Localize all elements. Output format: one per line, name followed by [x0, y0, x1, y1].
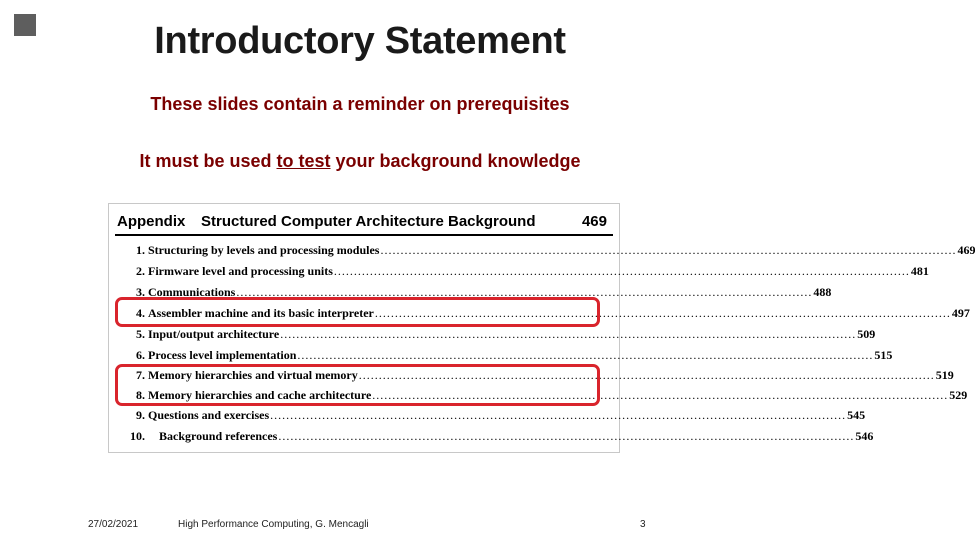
toc-item: 4. Assembler machine and its basic interpreter ................................................................................................................................................ 497: [109, 303, 619, 323]
toc-item-page: 469: [957, 243, 975, 257]
toc-item: 3. Communications ................................................................................................................................................ 488: [109, 282, 619, 302]
toc-item: 2. Firmware level and processing units ................................................................................................................................................ 481: [109, 261, 619, 281]
toc-item-label: Firmware level and processing units: [148, 264, 333, 278]
toc-item-page: 515: [874, 348, 893, 362]
toc-rule: [115, 234, 613, 236]
toc-item-label: Background references: [159, 429, 278, 443]
toc-item-label: Communications: [148, 285, 236, 299]
toc-item: 1. Structuring by levels and processing modules ................................................................................................................................................ 469: [109, 240, 619, 260]
toc-item-page: 545: [847, 408, 866, 422]
toc-image: [108, 203, 975, 453]
footer-page-number: 3: [640, 519, 646, 530]
toc-item: 6. Process level implementation ................................................................................................................................................ 515: [109, 345, 619, 365]
highlight-box-memory: [115, 364, 600, 406]
toc-item: 7. Memory hierarchies and virtual memory ................................................................................................................................................ 519: [109, 365, 619, 385]
toc-item-label: Structuring by levels and processing modules: [148, 243, 380, 257]
highlight-box-assembler: [115, 297, 600, 327]
toc-appendix-label: Appendix: [117, 213, 186, 230]
toc-item-page: 509: [857, 327, 876, 341]
toc-item-page: 519: [935, 368, 954, 382]
toc-item-page: 529: [949, 388, 968, 402]
footer-date: 27/02/2021: [88, 519, 139, 530]
toc-item-number: 1.: [136, 243, 145, 257]
subtitle-background-part-1: It must be used: [139, 151, 277, 171]
toc-page-number: 469: [581, 213, 607, 230]
subtitle-background-underlined: to test: [276, 151, 331, 171]
toc-item: 9. Questions and exercises ................................................................................................................................................ 545: [109, 405, 619, 425]
footer-author: High Performance Computing, G. Mencagli: [178, 519, 369, 530]
toc-header: [109, 212, 619, 234]
toc-item-label: Memory hierarchies and virtual memory: [148, 368, 358, 382]
toc-item-number: 6.: [136, 348, 145, 362]
toc-item-number: 9.: [136, 408, 145, 422]
toc-item-page: 481: [910, 264, 929, 278]
slide-title: Introductory Statement: [154, 20, 566, 62]
toc-heading: Structured Computer Architecture Background: [201, 213, 536, 230]
toc-item-label: Memory hierarchies and cache architecture: [148, 388, 372, 402]
toc-item: 10. Background references ................................................................................................................................................ 546: [109, 426, 619, 446]
subtitle-background-part-2: your background knowledge: [330, 151, 581, 171]
toc-item-page: 546: [855, 429, 874, 443]
toc-item-label: Input/output architecture: [148, 327, 280, 341]
toc-item: 5. Input/output architecture ................................................................................................................................................ 509: [109, 324, 619, 344]
toc-item-page: 497: [951, 306, 970, 320]
toc-item: 8. Memory hierarchies and cache architecture ................................................................................................................................................ 529: [109, 385, 619, 405]
toc-item-number: 4.: [136, 306, 145, 320]
toc-item-label: Process level implementation: [148, 348, 297, 362]
toc-item-number: 10.: [130, 429, 145, 443]
toc-item-number: 5.: [136, 327, 145, 341]
toc-item-number: 3.: [136, 285, 145, 299]
subtitle-prerequisites: These slides contain a reminder on prerequisites: [150, 94, 570, 114]
toc-item-number: 8.: [136, 388, 145, 402]
toc-item-label: Assembler machine and its basic interpreter: [148, 306, 374, 320]
toc-item-number: 7.: [136, 368, 145, 382]
subtitle-background: [130, 150, 590, 173]
toc-item-page: 488: [813, 285, 832, 299]
toc-item-number: 2.: [136, 264, 145, 278]
toc-item-label: Questions and exercises: [148, 408, 270, 422]
